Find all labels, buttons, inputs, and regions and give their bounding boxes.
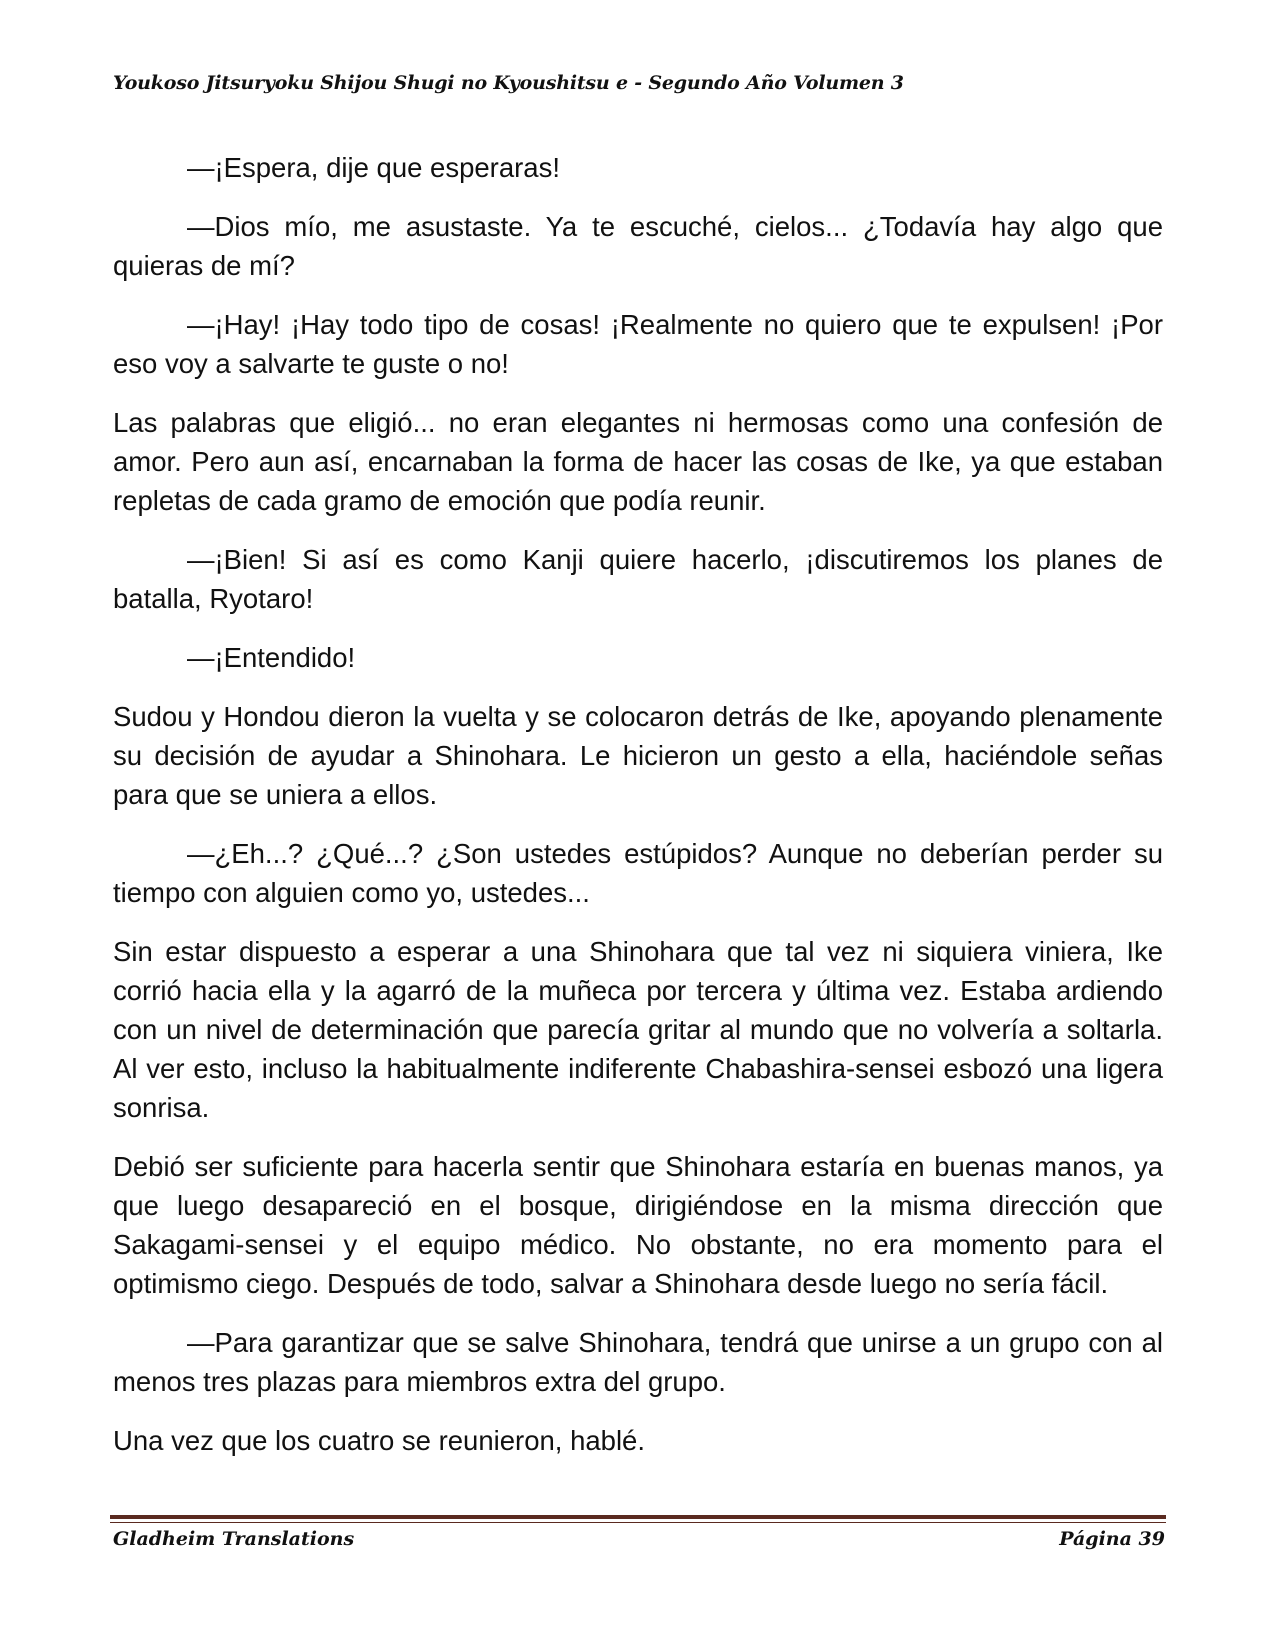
footer-page-number: Página 39 [1059,1528,1165,1550]
paragraph-dialog: —¿Eh...? ¿Qué...? ¿Son ustedes estúpidos? Aunque no deberían perder su tiempo con alguien como yo, ustedes... [113,838,1163,908]
footer-divider-thin [110,1522,1166,1523]
paragraph-dialog: —Dios mío, me asustaste. Ya te escuché, cielos... ¿Todavía hay algo que quieras de mí? [113,211,1163,281]
paragraph-dialog: —¡Entendido! [187,642,356,673]
page-header-title: Youkoso Jitsuryoku Shijou Shugi no Kyoushitsu e - Segundo Año Volumen 3 [113,72,904,94]
paragraph-narration: Una vez que los cuatro se reunieron, hablé. [113,1425,645,1456]
paragraph-narration: Sudou y Hondou dieron la vuelta y se colocaron detrás de Ike, apoyando plenamente su decisión de ayudar a Shinohara. Le hicieron un gesto a ella, haciéndole señas para que se uniera a ellos. [113,701,1163,810]
paragraph-dialog: —Para garantizar que se salve Shinohara, tendrá que unirse a un grupo con al menos tres plazas para miembros extra del grupo. [113,1327,1163,1397]
paragraph-narration: Sin estar dispuesto a esperar a una Shinohara que tal vez ni siquiera viniera, Ike corrió hacia ella y la agarró de la muñeca por tercera y última vez. Estaba ardiendo con un nivel de determinación que parecía gritar al mundo que no volvería a soltarla. Al ver esto, incluso la habitualmente indiferente Chabashira-sensei esbozó una ligera sonrisa. [113,936,1163,1123]
paragraph-dialog: —¡Bien! Si así es como Kanji quiere hacerlo, ¡discutiremos los planes de batalla, Ryotaro! [113,544,1163,614]
footer-divider-thick [110,1515,1166,1519]
page-body [113,148,1163,1480]
paragraph-dialog: —¡Hay! ¡Hay todo tipo de cosas! ¡Realmente no quiero que te expulsen! ¡Por eso voy a salvarte te guste o no! [113,309,1163,379]
paragraph-dialog: —¡Espera, dije que esperaras! [187,152,560,183]
paragraph-narration: Las palabras que eligió... no eran elegantes ni hermosas como una confesión de amor. Pero aun así, encarnaban la forma de hacer las cosas de Ike, ya que estaban repletas de cada gramo de emoción que podía reunir. [113,407,1163,516]
footer-translator-credit: Gladheim Translations [113,1528,355,1550]
paragraph-narration: Debió ser suficiente para hacerla sentir que Shinohara estaría en buenas manos, ya que luego desapareció en el bosque, dirigiéndose en la misma dirección que Sakagami-sensei y el equipo médico. No obstante, no era momento para el optimismo ciego. Después de todo, salvar a Shinohara desde luego no sería fácil. [113,1151,1163,1299]
